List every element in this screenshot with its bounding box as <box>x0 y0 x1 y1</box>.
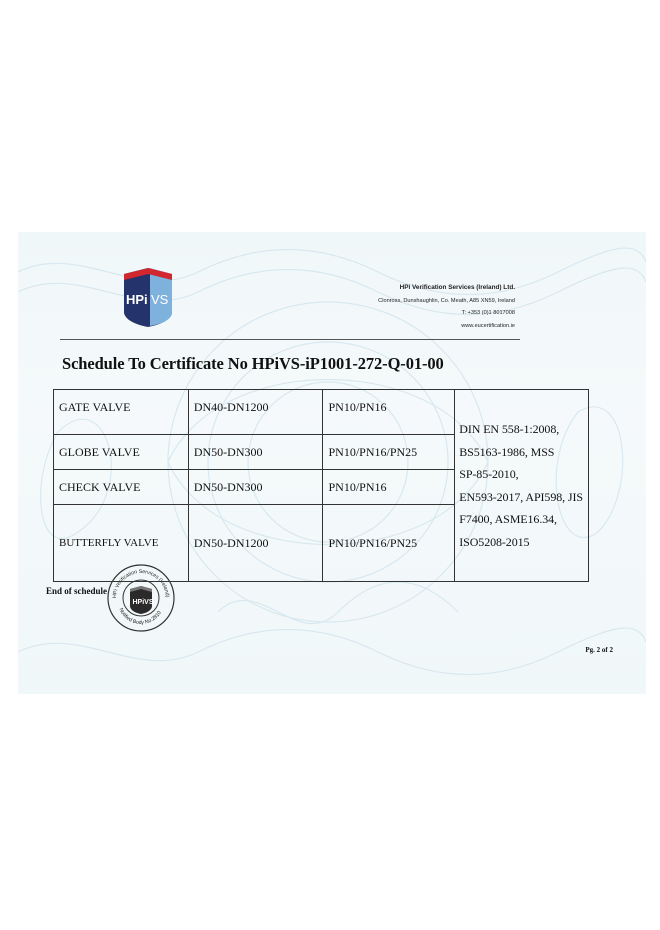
company-name: HPi Verification Services (Ireland) Ltd. <box>399 284 515 291</box>
size-cell: DN50-DN1200 <box>188 505 323 582</box>
pressure-cell: PN10/PN16 <box>323 390 455 435</box>
size-cell: DN50-DN300 <box>188 435 323 470</box>
standard-line: BS5163-1986, MSS <box>459 444 555 459</box>
svg-text:HPiVS: HPiVS <box>132 599 154 606</box>
pressure-cell: PN10/PN16 <box>323 470 455 505</box>
standard-line: ISO5208-2015 <box>459 534 530 549</box>
product-cell: BUTTERFLY VALVE <box>54 505 189 582</box>
standard-line: EN593-2017, API598, JIS <box>459 489 583 504</box>
standard-line: DIN EN 558-1:2008, <box>459 422 560 436</box>
standard-line: SP-85-2010, <box>459 467 519 481</box>
company-phone: T: +353 (0)1 8017008 <box>461 310 515 316</box>
svg-text:Notified Body No.2810: Notified Body No.2810 <box>117 607 163 627</box>
svg-text:HPi Verification Services (Ire: HPi Verification Services (Ireland) <box>111 568 171 599</box>
pressure-cell: PN10/PN16/PN25 <box>323 435 455 470</box>
header-divider <box>60 339 520 340</box>
product-cell: CHECK VALVE <box>54 470 189 505</box>
company-seal-stamp <box>106 563 176 633</box>
size-cell: DN50-DN300 <box>188 470 323 505</box>
company-address: Clonross, Dunshaughlin, Co. Meath, A85 XN59, Ireland <box>378 297 515 304</box>
pressure-cell: PN10/PN16/PN25 <box>323 505 455 582</box>
standard-line: F7400, ASME16.34, <box>459 512 557 526</box>
company-details <box>378 282 515 332</box>
table-row <box>54 390 589 435</box>
company-website: www.eucertification.ie <box>461 322 515 329</box>
hpivs-logo <box>120 266 176 328</box>
size-cell: DN40-DN1200 <box>188 390 323 435</box>
product-cell: GLOBE VALVE <box>54 435 189 470</box>
page-title: Schedule To Certificate No HPiVS-iP1001-272-Q-01-00 <box>62 354 444 373</box>
standards-cell <box>455 390 589 582</box>
page-number: Pg. 2 of 2 <box>585 646 613 654</box>
end-of-schedule-label: End of schedule <box>46 586 108 596</box>
schedule-table <box>53 389 589 582</box>
logo-hpi-text: HPi <box>126 292 148 307</box>
logo-vs-text: VS <box>151 292 169 307</box>
product-cell: GATE VALVE <box>54 390 189 435</box>
